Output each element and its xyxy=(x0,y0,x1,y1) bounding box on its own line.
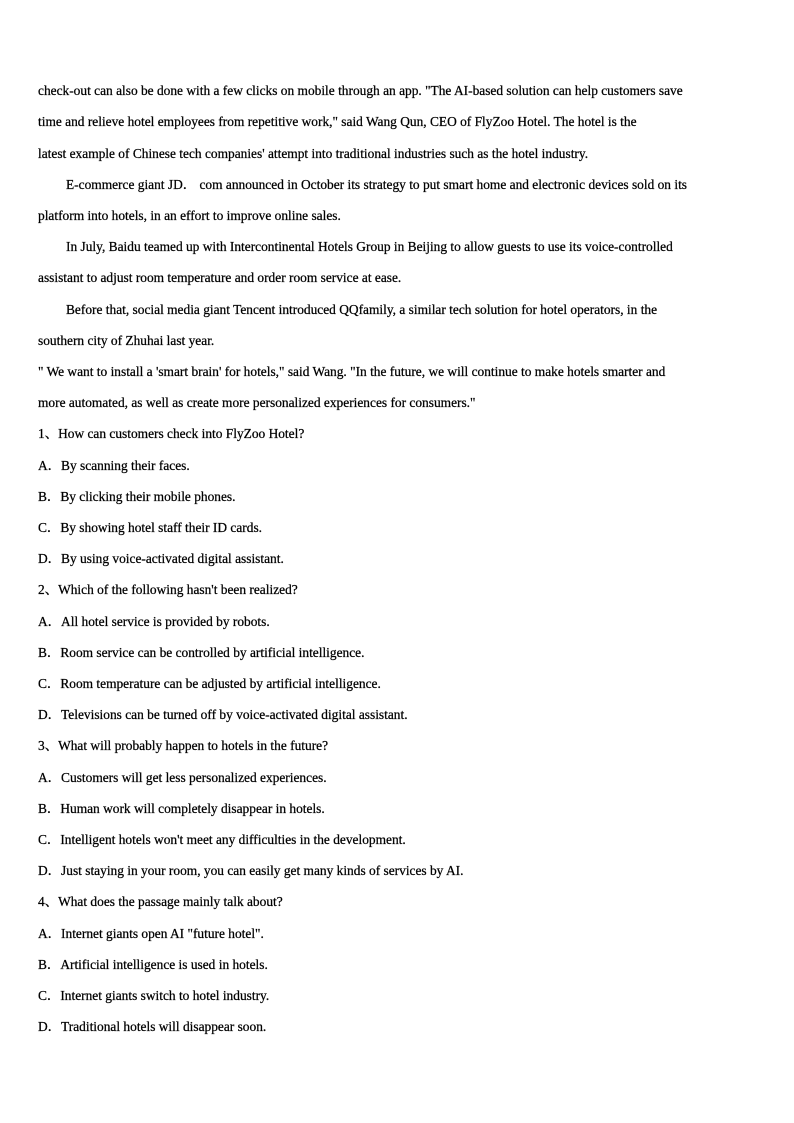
answer-option: B．Room service can be controlled by artificial intelligence. xyxy=(38,645,365,660)
passage-line: E-commerce giant JD． com announced in October its strategy to put smart home and electronic devices sold on its xyxy=(66,177,688,192)
answer-option: B．Artificial intelligence is used in hotels. xyxy=(38,957,268,972)
answer-option: D．Traditional hotels will disappear soon. xyxy=(38,1019,267,1034)
question-stem: 1、How can customers check into FlyZoo Hotel? xyxy=(38,426,305,441)
question-stem: 2、Which of the following hasn't been realized? xyxy=(38,582,298,597)
answer-option: A．All hotel service is provided by robots. xyxy=(38,614,270,629)
passage-line: southern city of Zhuhai last year. xyxy=(38,333,215,348)
answer-option: C．Intelligent hotels won't meet any difficulties in the development. xyxy=(38,832,406,847)
answer-option: A．By scanning their faces. xyxy=(38,458,190,473)
answer-option: B．By clicking their mobile phones. xyxy=(38,489,236,504)
question-stem: 3、What will probably happen to hotels in the future? xyxy=(38,738,329,753)
passage-line: time and relieve hotel employees from repetitive work," said Wang Qun, CEO of FlyZoo Hotel. The hotel is the xyxy=(38,114,637,129)
answer-option: A．Internet giants open AI "future hotel". xyxy=(38,926,264,941)
answer-option: C．Room temperature can be adjusted by artificial intelligence. xyxy=(38,676,381,691)
answer-option: D．Just staying in your room, you can easily get many kinds of services by AI. xyxy=(38,863,464,878)
answer-option: D．Televisions can be turned off by voice-activated digital assistant. xyxy=(38,707,408,722)
answer-option: D．By using voice-activated digital assistant. xyxy=(38,551,284,566)
passage-line: check-out can also be done with a few clicks on mobile through an app. "The AI-based solution can help customers save xyxy=(38,83,683,98)
answer-option: A．Customers will get less personalized experiences. xyxy=(38,770,327,785)
passage-line: In July, Baidu teamed up with Intercontinental Hotels Group in Beijing to allow guests to use its voice-controlled xyxy=(66,239,673,254)
question-stem: 4、What does the passage mainly talk about? xyxy=(38,894,283,909)
passage-line: Before that, social media giant Tencent introduced QQfamily, a similar tech solution for hotel operators, in the xyxy=(66,302,658,317)
passage-line: assistant to adjust room temperature and order room service at ease. xyxy=(38,270,402,285)
passage-line: " We want to install a 'smart brain' for hotels," said Wang. "In the future, we will continue to make hotels smarter and xyxy=(38,364,666,379)
passage-line: latest example of Chinese tech companies' attempt into traditional industries such as the hotel industry. xyxy=(38,146,589,161)
passage-line: platform into hotels, in an effort to improve online sales. xyxy=(38,208,341,223)
passage-line: more automated, as well as create more personalized experiences for consumers." xyxy=(38,395,476,410)
answer-option: C．Internet giants switch to hotel industry. xyxy=(38,988,270,1003)
answer-option: B．Human work will completely disappear in hotels. xyxy=(38,801,325,816)
answer-option: C．By showing hotel staff their ID cards. xyxy=(38,520,263,535)
